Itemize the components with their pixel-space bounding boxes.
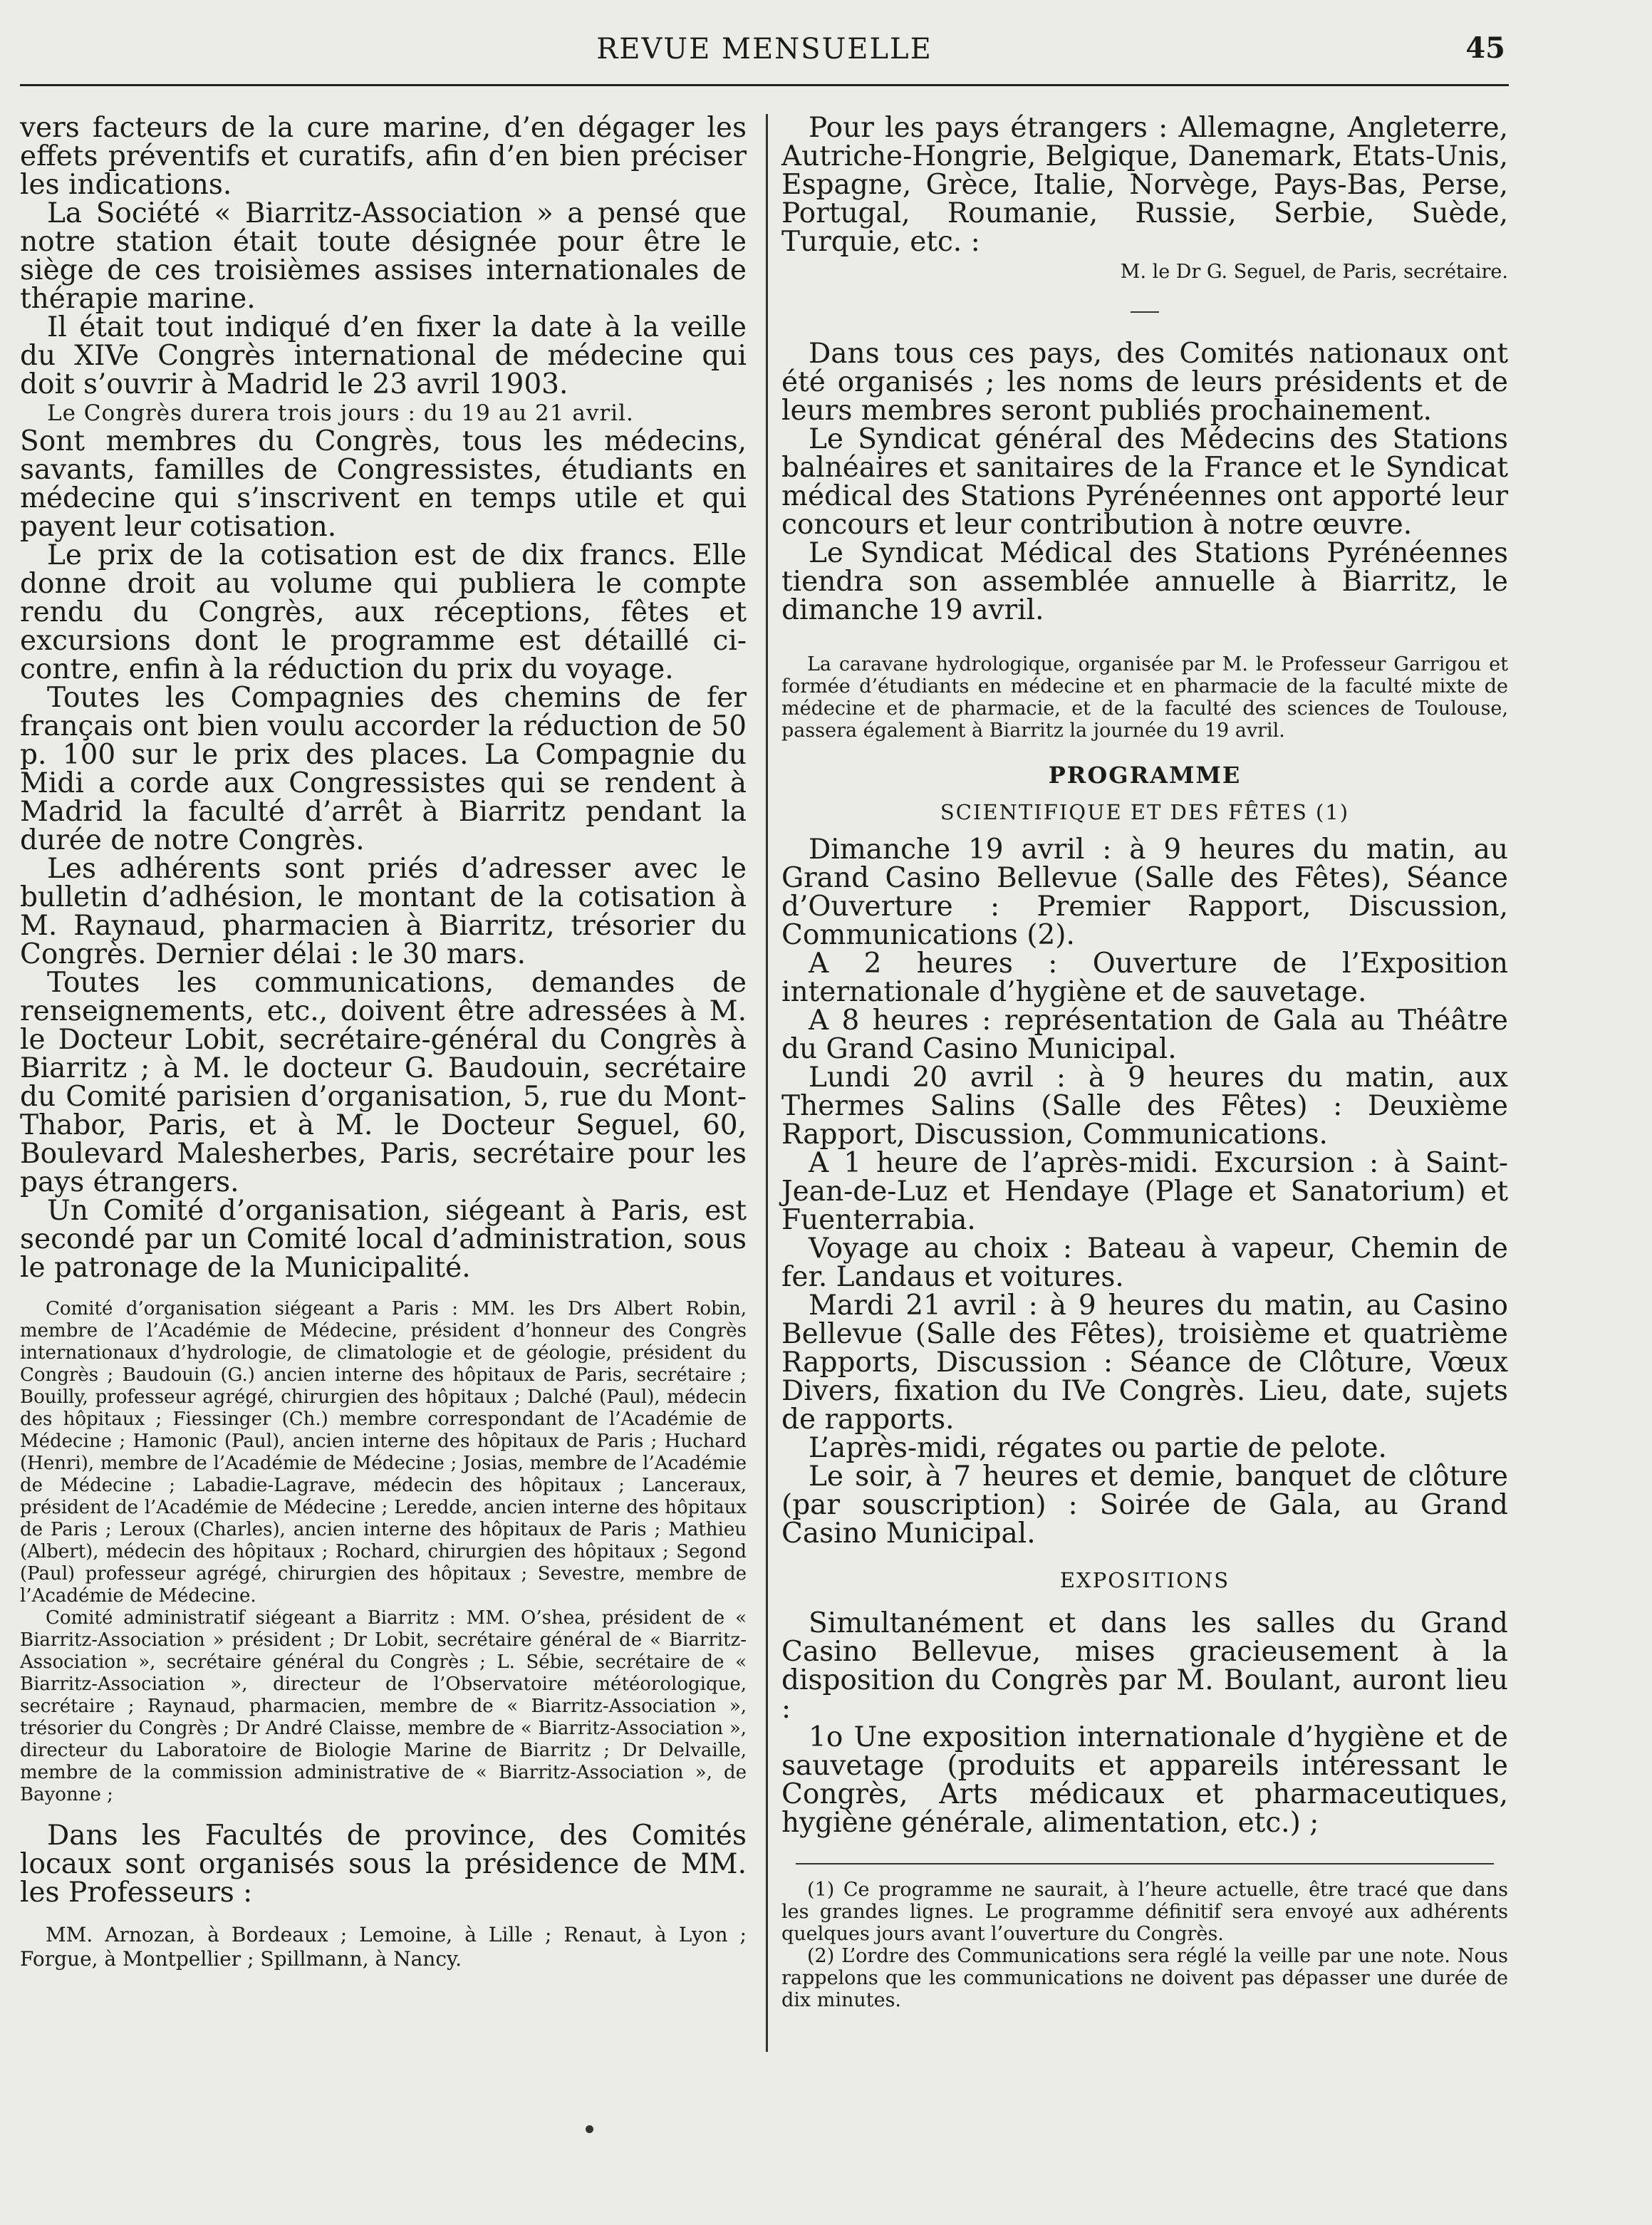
page-header	[20, 28, 1509, 78]
section-rule	[1131, 311, 1159, 313]
programme-item: Voyage au choix : Bateau à vapeur, Chemin de fer. Landaus et voitures.	[781, 1233, 1508, 1293]
paragraph: Sont membres du Congrès, tous les médecins, savants, familles de Congressistes, étudiants en médecine qui s’inscrivent en temps utile et qui payent leur cotisation.	[20, 425, 747, 543]
paragraph: Un Comité d’organisation, siégeant à Paris, est secondé par un Comité local d’administration, sous le patronage de la Municipalité.	[20, 1195, 747, 1284]
paragraph: Il était tout indiqué d’en fixer la date à la veille du XIVe Congrès international de médecine qui doit s’ouvrir à Madrid le 23 avril 1903.	[20, 311, 747, 400]
caravane-note: La caravane hydrologique, organisée par M. le Professeur Garrigou et formée d’étudiants en médecine et en pharmacie de la faculté mixte de médecine et de pharmacie, et de la faculté des sciences de Toulouse, passera également à Biarritz la journée du 19 avril.	[781, 653, 1508, 742]
paragraph: Le prix de la cotisation est de dix francs. Elle donne droit au volume qui publiera le compte rendu du Congrès, aux réceptions, fêtes et excursions dont le programme est détaillé ci-contre, enfin à la réduction du prix du voyage.	[20, 539, 747, 685]
programme-item: Lundi 20 avril : à 9 heures du matin, aux Thermes Salins (Salle des Fêtes) : Deuxième Rapport, Discussion, Communications.	[781, 1062, 1508, 1151]
right-column	[781, 114, 1508, 2011]
programme-subtitle: SCIENTIFIQUE ET DES FÊTES (1)	[940, 800, 1350, 824]
page-number: 45	[1465, 31, 1505, 65]
programme-item: Dimanche 19 avril : à 9 heures du matin, au Grand Casino Bellevue (Salle des Fêtes), Séance d’Ouverture : Premier Rapport, Discussion, Communications (2).	[781, 834, 1508, 951]
ink-dot	[586, 2125, 593, 2133]
congress-dates: Le Congrès durera trois jours : du 19 au 21 avril.	[47, 400, 634, 426]
programme-item: Mardi 21 avril : à 9 heures du matin, au Casino Bellevue (Salle des Fêtes), troisième et quatrième Rapports, Discussion : Séance de Clôture, Vœux Divers, fixation du IVe Congrès. Lieu, date, sujets de rapports.	[781, 1290, 1508, 1436]
programme-item: L’après-midi, régates ou partie de pelote.	[809, 1432, 1387, 1464]
pays-etrangers: Pour les pays étrangers : Allemagne, Angleterre, Autriche-Hongrie, Belgique, Danemark, Etats-Unis, Espagne, Grèce, Italie, Norvège, Pays-Bas, Perse, Portugal, Roumanie, Russie, Serbie, Suède, Turquie, etc. :	[781, 112, 1508, 258]
seguel-signature: M. le Dr G. Seguel, de Paris, secrétaire.	[1120, 261, 1508, 283]
paragraph: Toutes les communications, demandes de renseignements, etc., doivent être adressées à M. le Docteur Lobit, secrétaire-général du Congrès à Biarritz ; à M. le docteur G. Baudouin, secrétaire du Comité parisien d’organisation, 5, rue du Mont-Thabor, Paris, et à M. le Docteur Seguel, 60, Boulevard Malesherbes, Paris, secrétaire pour les pays étrangers.	[20, 967, 747, 1198]
comite-paris: Comité d’organisation siégeant a Paris : MM. les Drs Albert Robin, membre de l’Académie de Médecine, président d’honneur des Congrès internationaux d’hydrologie, de climatologie et de géologie, président du Congrès ; Baudouin (G.) ancien interne des hôpitaux de Paris, secrétaire ; Bouilly, professeur agrégé, chirurgien des hôpitaux ; Dalché (Paul), médecin des hôpitaux ; Fiessinger (Ch.) membre correspondant de l’Académie de Médecine ; Hamonic (Paul), ancien interne des hôpitaux de Paris ; Huchard (Henri), membre de l’Académie de Médecine ; Josias, membre de l’Académie de Médecine ; Labadie-Lagrave, médecin des hôpitaux ; Lanceraux, président de l’Académie de Médecine ; Leredde, ancien interne des hôpitaux de Paris ; Leroux (Charles), ancien interne des hôpitaux de Paris ; Mathieu (Albert), médecin des hôpitaux ; Rochard, chirurgien des hôpitaux ; Segond (Paul) professeur agrégé, chirurgien des hôpitaux ; Sevestre, membre de l’Académie de Médecine.	[20, 1298, 747, 1607]
comite-biarritz: Comité administratif siégeant a Biarritz : MM. O’shea, président de « Biarritz-Association » président ; Dr Lobit, secrétaire général de « Biarritz-Association », secrétaire général du Congrès ; L. Sébie, secrétaire de « Biarritz-Association », directeur de l’Observatoire météorologique, secrétaire ; Raynaud, pharmacien, membre de « Biarritz-Association », trésorier du Congrès ; Dr André Claisse, membre de « Biarritz-Association », directeur du Laboratoire de Biologie Marine de Biarritz ; Dr Delvaille, membre de la commission administrative de « Biarritz-Association », de Bayonne ;	[20, 1607, 747, 1805]
paragraph: Toutes les Compagnies des chemins de fer français ont bien voulu accorder la réduction de 50 p. 100 sur le prix des places. La Compagnie du Midi a corde aux Congressistes qui se rendent à Madrid la faculté d’arrêt à Biarritz pendant la durée de notre Congrès.	[20, 682, 747, 856]
expositions-paragraph: Simultanément et dans les salles du Grand Casino Bellevue, mises gracieusement à la disposition du Congrès par M. Boulant, auront lieu :	[781, 1607, 1508, 1725]
programme-title: PROGRAMME	[1048, 762, 1242, 789]
programme-item: A 2 heures : Ouverture de l’Exposition internationale d’hygiène et de sauvetage.	[781, 948, 1508, 1008]
left-column	[20, 114, 747, 1971]
expositions-paragraph: 1o Une exposition internationale d’hygiène et de sauvetage (produits et appareils intéressant le Congrès, Arts médicaux et pharmaceutiques, hygiène générale, alimentation, etc.) ;	[781, 1721, 1508, 1839]
syndicat-general: Le Syndicat général des Médecins des Stations balnéaires et sanitaires de la France et le Syndicat médical des Stations Pyrénéennes ont apporté leur concours et leur contribution à notre œuvre.	[781, 423, 1508, 541]
header-rule	[20, 84, 1509, 86]
column-divider	[766, 114, 768, 2052]
footnote-rule	[796, 1863, 1494, 1864]
programme-item: Le soir, à 7 heures et demie, banquet de clôture (par souscription) : Soirée de Gala, au Grand Casino Municipal.	[781, 1461, 1508, 1550]
expositions-title: EXPOSITIONS	[1059, 1568, 1230, 1592]
programme-item: A 1 heure de l’après-midi. Excursion : à Saint-Jean-de-Luz et Hendaye (Plage et Sanatorium) et Fuenterrabia.	[781, 1147, 1508, 1236]
professeurs-list: MM. Arnozan, à Bordeaux ; Lemoine, à Lille ; Renaut, à Lyon ; Forgue, à Montpellier ; Spillmann, à Nancy.	[20, 1923, 747, 1971]
comites-nationaux: Dans tous ces pays, des Comités nationaux ont été organisés ; les noms de leurs présidents et de leurs membres seront publiés prochainement.	[781, 338, 1508, 427]
facultes-paragraph: Dans les Facultés de province, des Comités locaux sont organisés sous la présidence de MM. les Professeurs :	[20, 1820, 747, 1909]
syndicat-medical: Le Syndicat Médical des Stations Pyrénéennes tiendra son assemblée annuelle à Biarritz, le dimanche 19 avril.	[781, 537, 1508, 626]
paragraph: La Société « Biarritz-Association » a pensé que notre station était toute désignée pour être le siège de ces troisièmes assises internationales de thérapie marine.	[20, 197, 747, 315]
journal-title: REVUE MENSUELLE	[596, 33, 933, 66]
footnote: (2) L’ordre des Communications sera réglé la veille par une note. Nous rappelons que les communications ne doivent pas dépasser une durée de dix minutes.	[781, 1945, 1508, 2011]
paragraph: Les adhérents sont priés d’adresser avec le bulletin d’adhésion, le montant de la cotisation à M. Raynaud, pharmacien à Biarritz, trésorier du Congrès. Dernier délai : le 30 mars.	[20, 853, 747, 970]
paragraph: vers facteurs de la cure marine, d’en dégager les effets préventifs et curatifs, afin d’en bien préciser les indications.	[20, 112, 747, 201]
footnote: (1) Ce programme ne saurait, à l’heure actuelle, être tracé que dans les grandes lignes. Le programme définitif sera envoyé aux adhérents quelques jours avant l’ouverture du Congrès.	[781, 1879, 1508, 1945]
programme-item: A 8 heures : représentation de Gala au Théâtre du Grand Casino Municipal.	[781, 1005, 1508, 1065]
